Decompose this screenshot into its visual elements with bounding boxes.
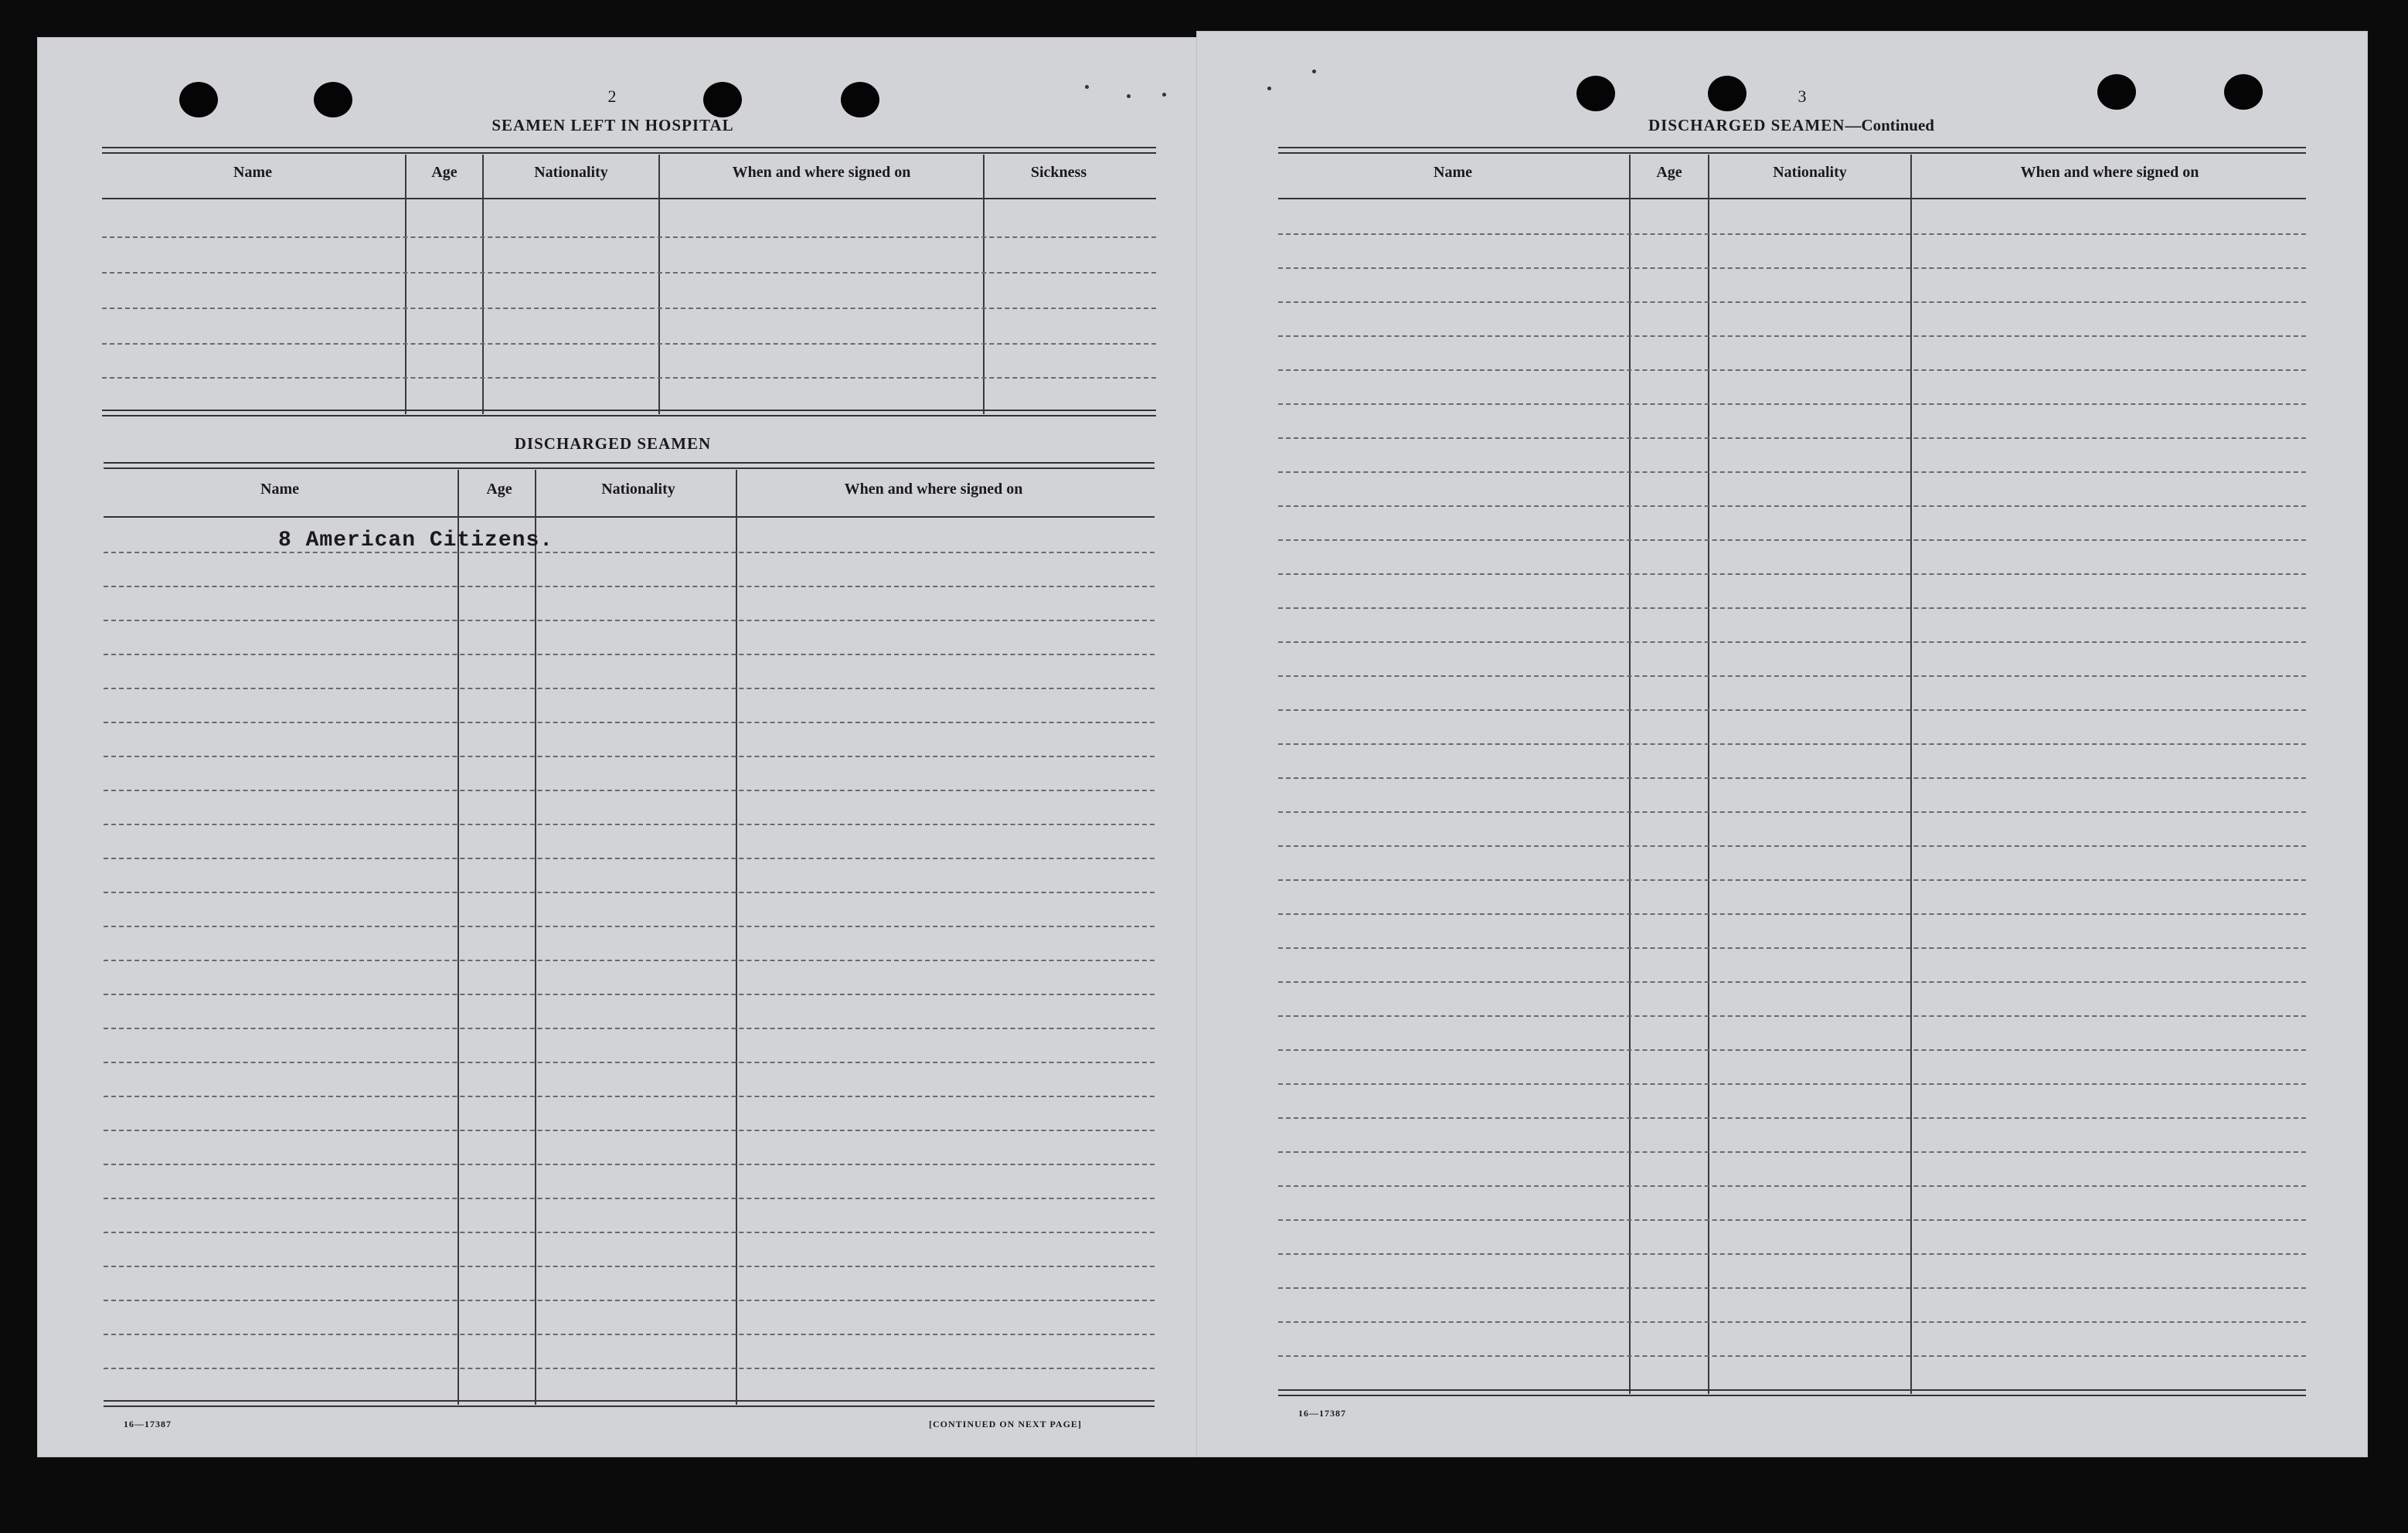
page-number: 2 (607, 87, 617, 106)
column-divider (1708, 155, 1709, 1394)
table-row (102, 236, 1156, 238)
paper-speck (1085, 85, 1089, 89)
column-divider (405, 155, 406, 414)
header-bottom-rule (104, 516, 1155, 518)
discharged-section-title: DISCHARGED SEAMEN (514, 434, 712, 453)
table-row (1278, 845, 2306, 847)
table-row (1278, 1287, 2306, 1289)
table-row (1278, 539, 2306, 541)
table-row (102, 308, 1156, 309)
table-row (1278, 1355, 2306, 1357)
table-row (1278, 777, 2306, 779)
punch-hole (841, 82, 879, 117)
table-row (104, 722, 1155, 723)
table-row (1278, 267, 2306, 269)
table-row (104, 688, 1155, 689)
table-row (1278, 471, 2306, 473)
table-row (1278, 1117, 2306, 1119)
column-divider (983, 155, 985, 414)
table-row (104, 790, 1155, 791)
paper-speck (1312, 70, 1316, 73)
table-row (104, 1198, 1155, 1199)
table-top-rule (104, 462, 1155, 469)
col-header-signed-on: When and where signed on (844, 481, 1023, 498)
table-row (1278, 879, 2306, 881)
table-row (104, 1164, 1155, 1165)
col-header-signed-on: When and where signed on (2020, 164, 2199, 181)
table-row (102, 272, 1156, 274)
discharged-continued-title (1598, 116, 1985, 135)
table-row (102, 343, 1156, 345)
table-row (104, 824, 1155, 825)
table-row (1278, 743, 2306, 745)
table-row (1278, 1185, 2306, 1187)
punch-hole (703, 82, 742, 117)
table-row (1278, 573, 2306, 575)
col-header-age: Age (1656, 164, 1682, 181)
table-row (102, 377, 1156, 379)
table-row (104, 892, 1155, 893)
col-header-age: Age (431, 164, 457, 181)
column-divider (658, 155, 660, 414)
table-row (1278, 437, 2306, 439)
table-top-rule (1278, 147, 2306, 154)
punch-hole (2097, 74, 2136, 110)
left-form-page (37, 37, 1207, 1457)
table-row (104, 756, 1155, 757)
table-row (1278, 1219, 2306, 1221)
section-title-main: DISCHARGED SEAMEN (1648, 116, 1845, 134)
table-row (104, 1300, 1155, 1301)
column-divider (535, 470, 536, 1405)
column-divider (736, 470, 737, 1405)
col-header-name: Name (233, 164, 272, 181)
table-row (104, 1266, 1155, 1267)
table-row (1278, 981, 2306, 983)
table-row (104, 1062, 1155, 1063)
col-header-age: Age (486, 481, 512, 498)
table-row (1278, 811, 2306, 813)
punch-hole (1576, 76, 1615, 111)
col-header-name: Name (1434, 164, 1472, 181)
column-divider (457, 470, 459, 1405)
form-number: 16—17387 (1298, 1408, 1346, 1419)
table-bottom-rule (1278, 1389, 2306, 1396)
table-row (1278, 1253, 2306, 1255)
col-header-name: Name (260, 481, 299, 498)
col-header-nationality: Nationality (534, 164, 608, 181)
table-bottom-rule (102, 410, 1156, 416)
table-row (1278, 709, 2306, 711)
continued-note: [CONTINUED ON NEXT PAGE] (929, 1419, 1082, 1429)
table-row (104, 586, 1155, 587)
table-row (1278, 947, 2306, 949)
table-row (104, 1096, 1155, 1097)
table-row (1278, 301, 2306, 303)
table-top-rule (102, 147, 1156, 154)
table-row (1278, 403, 2306, 405)
paper-speck (1127, 94, 1131, 98)
paper-speck (1267, 87, 1271, 90)
table-row (1278, 1151, 2306, 1153)
table-row (1278, 913, 2306, 915)
form-number: 16—17387 (124, 1419, 172, 1429)
column-divider (1910, 155, 1912, 1394)
table-row (1278, 233, 2306, 235)
table-row (104, 994, 1155, 995)
table-row (104, 926, 1155, 927)
table-row (104, 654, 1155, 655)
punch-hole (314, 82, 352, 117)
col-header-sickness: Sickness (1030, 164, 1087, 181)
col-header-nationality: Nationality (601, 481, 675, 498)
table-row (104, 1368, 1155, 1369)
right-form-page (1196, 31, 2368, 1457)
header-bottom-rule (102, 198, 1156, 199)
punch-hole (1708, 76, 1746, 111)
punch-hole (2224, 74, 2263, 110)
table-row (104, 960, 1155, 961)
hospital-section-title: SEAMEN LEFT IN HOSPITAL (491, 116, 734, 134)
table-row (1278, 1321, 2306, 1323)
header-bottom-rule (1278, 198, 2306, 199)
table-row (104, 1232, 1155, 1233)
table-row (1278, 641, 2306, 643)
table-row (1278, 505, 2306, 507)
table-row (104, 1028, 1155, 1029)
table-row (104, 1130, 1155, 1131)
page-number: 3 (1797, 87, 1807, 106)
punch-hole (179, 82, 218, 117)
table-row (1278, 675, 2306, 677)
col-header-signed-on: When and where signed on (732, 164, 911, 181)
table-row (104, 1334, 1155, 1335)
table-row (1278, 335, 2306, 337)
table-row (104, 858, 1155, 859)
col-header-nationality: Nationality (1773, 164, 1847, 181)
paper-speck (1162, 93, 1166, 97)
table-row (104, 620, 1155, 621)
table-row (104, 552, 1155, 553)
column-divider (1629, 155, 1631, 1394)
table-row (1278, 369, 2306, 371)
table-bottom-rule (104, 1400, 1155, 1407)
table-row (1278, 1083, 2306, 1085)
typed-entry: 8 American Citizens. (278, 529, 554, 552)
table-row (1278, 607, 2306, 609)
column-divider (482, 155, 484, 414)
section-title-suffix: —Continued (1845, 116, 1934, 134)
table-row (1278, 1015, 2306, 1017)
table-row (1278, 1049, 2306, 1051)
